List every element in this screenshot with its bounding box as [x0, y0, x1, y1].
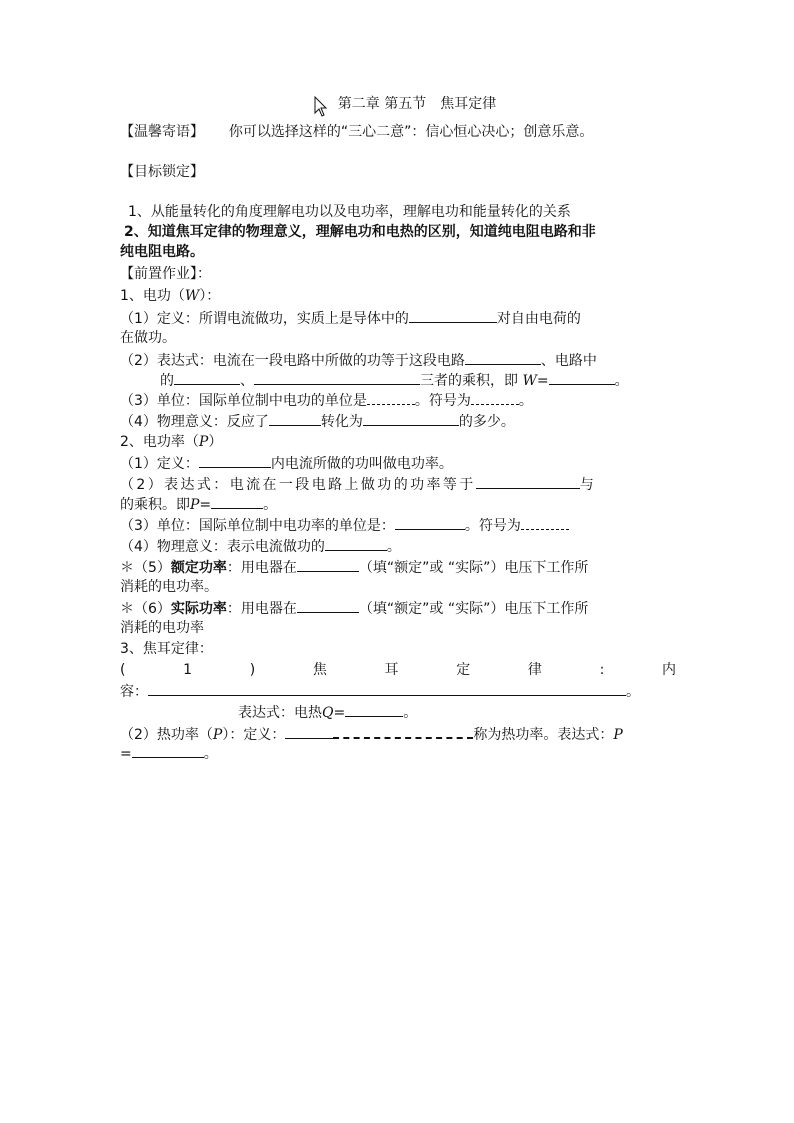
s2-definition: [120, 453, 676, 473]
s2-unit-pre: （3）单位：国际单位制中电功率的单位是：: [120, 518, 395, 534]
s3-expr-eq: =: [333, 705, 346, 721]
s2-rated-mid: ：用电器在: [226, 560, 297, 576]
s2-actual-cont: 消耗的电功率: [120, 620, 204, 636]
blank-field[interactable]: [199, 453, 271, 468]
s3-law-line: [120, 660, 676, 680]
blank-field[interactable]: [269, 411, 321, 426]
s1-title-post: ）：: [199, 288, 221, 304]
s3-expr-symbol: Q: [322, 705, 334, 721]
s2-rated-cont: 消耗的电功率。: [120, 579, 218, 595]
goal-heading: 【目标锁定】: [120, 164, 204, 180]
law-token: 内: [661, 662, 676, 678]
s2-unit: [120, 515, 676, 535]
blank-field[interactable]: [325, 536, 387, 551]
s2-def-post: 内电流所做的功叫做电功率。: [270, 456, 453, 472]
law-token: ): [249, 662, 256, 678]
s1-expr2-end: 。: [614, 373, 629, 389]
s2-expr-text: （2）表达式：电流在一段电路上做功的功率等于: [120, 477, 476, 493]
s1-expression: [120, 350, 676, 370]
s3-heat-end: 。: [203, 746, 218, 762]
page-title: 第二章 第五节 焦耳定律: [337, 96, 497, 112]
s3-heat-mid: ）：定义：: [222, 727, 286, 743]
s2-expr2-pre: 的乘积。即: [120, 497, 190, 513]
s2-expr2-symbol: P: [190, 497, 200, 513]
blank-field[interactable]: [409, 308, 497, 323]
s1-title-pre: 1、电功（: [120, 288, 185, 304]
s2-rated-post: （填“额定”或 “实际”）电压下工作所: [358, 560, 589, 576]
s2-phys-pre: （4）物理意义：表示电流做功的: [120, 539, 325, 555]
s2-actual-mid: ：用电器在: [226, 601, 297, 617]
law-token: 1: [183, 662, 193, 678]
s2-title-post: ）: [208, 434, 223, 450]
s1-title-symbol: W: [184, 288, 200, 304]
s1-phys-pre: （4）物理意义：反应了: [120, 414, 269, 430]
s2-rated-power: [120, 557, 676, 577]
s2-actual-power: [120, 598, 676, 618]
s3-law-end: 。: [626, 684, 640, 700]
law-token: 焦: [312, 662, 327, 678]
s2-unit-mid: 。符号为: [464, 518, 521, 534]
s1-expr2-pre: 的: [160, 373, 174, 389]
blank-field[interactable]: [476, 474, 580, 489]
s1-def-post: 对自由电荷的: [496, 311, 581, 327]
s3-heat-pre: （2）热功率（: [120, 727, 213, 743]
blank-field[interactable]: [471, 390, 519, 405]
s1-expression-cont: [120, 370, 716, 390]
greeting-line: [120, 122, 676, 142]
s2-rated-pre: ＊（5）: [120, 560, 171, 576]
blank-field[interactable]: [297, 598, 359, 613]
s3-heat-power: [120, 723, 676, 743]
goal-item-2: 2、知道焦耳定律的物理意义，理解电功和电热的区别，知道纯电阻电路和非: [124, 224, 596, 240]
blank-field[interactable]: [521, 515, 569, 530]
s2-phys-end: 。: [386, 539, 401, 555]
s2-expression-cont: [120, 494, 676, 514]
law-token: 定: [456, 662, 471, 678]
s1-unit-pre: （3）单位：国际单位制中电功的单位是: [120, 393, 367, 409]
blank-field[interactable]: [254, 370, 420, 385]
s2-def-pre: （1）定义：: [120, 456, 199, 472]
section-2-title: [120, 432, 676, 452]
s1-def-pre: （1）定义：所谓电流做功，实质上是导体中的: [120, 311, 409, 327]
law-token: 耳: [384, 662, 399, 678]
s1-phys-end: 的多少。: [458, 414, 515, 430]
blank-field[interactable]: [465, 350, 541, 365]
s1-expr-pre: （2）表达式：电流在一段电路中所做的功等于这段电路: [120, 353, 465, 369]
blank-field[interactable]: [363, 411, 459, 426]
s1-unit-mid: 。符号为: [414, 393, 471, 409]
section-1-title: [120, 286, 676, 306]
blank-field[interactable]: [285, 724, 333, 739]
s3-heat-cont: =: [120, 746, 132, 762]
blank-field[interactable]: [367, 390, 415, 405]
s1-expr2-eq: =: [536, 373, 549, 389]
s3-heat-symbol: P: [212, 727, 223, 743]
prework-heading: 【前置作业】：: [120, 266, 211, 282]
s1-unit: [120, 390, 676, 410]
blank-field[interactable]: [345, 702, 403, 717]
s3-expr-end: 。: [403, 705, 418, 721]
s2-actual-pre: ＊（6）: [120, 601, 171, 617]
s2-expr2-end: 。: [263, 497, 278, 513]
s1-physical-meaning: [120, 411, 676, 431]
s1-definition-cont: 在做功。: [120, 330, 176, 346]
s2-physical-meaning: [120, 536, 676, 556]
s3-heat-post: 称为热功率。表达式：: [473, 727, 614, 743]
s2-expr-post: 与: [579, 477, 594, 493]
s2-actual-bold: 实际功率: [170, 601, 227, 617]
law-token: :: [599, 662, 605, 678]
blank-field[interactable]: [297, 557, 359, 572]
s1-definition: [120, 308, 676, 328]
blank-field[interactable]: [395, 515, 465, 530]
greeting-text: 你可以选择这样的“三心二意”：信心恒心决心；创意乐意。: [228, 124, 594, 140]
blank-field[interactable]: [333, 723, 473, 739]
s3-law-content: [120, 681, 676, 701]
s3-heat-symbol-2: P: [613, 727, 623, 743]
s3-heat-power-cont: [120, 743, 676, 763]
s2-expression: [120, 474, 676, 494]
blank-field[interactable]: [132, 743, 204, 758]
s3-law-cont: 容：: [120, 684, 148, 700]
s2-title-pre: 2、电功率（: [120, 434, 199, 450]
s1-expr-post: 、电路中: [540, 353, 597, 369]
s2-rated-bold: 额定功率: [170, 560, 227, 576]
s3-expression: [120, 702, 794, 722]
s1-expr2-sep: 、: [240, 373, 254, 389]
section-3-title: 3、焦耳定律：: [120, 641, 213, 657]
s1-unit-end: 。: [518, 393, 533, 409]
s1-expr2-symbol: W: [522, 373, 537, 389]
greeting-tag: 【温馨寄语】: [120, 124, 204, 140]
s2-actual-post: （填“额定”或 “实际”）电压下工作所: [358, 601, 589, 617]
law-token: 律: [527, 662, 542, 678]
s1-phys-mid: 转化为: [320, 414, 363, 430]
s1-expr2-mid: 三者的乘积，即: [420, 373, 518, 389]
blank-field[interactable]: [549, 370, 615, 385]
goal-item-1: 1、从能量转化的角度理解电功以及电功率，理解电功和能量转化的关系: [128, 204, 571, 220]
law-token: (: [120, 662, 126, 678]
blank-field[interactable]: [211, 494, 263, 509]
goal-item-2-cont: 纯电阻电路。: [120, 244, 204, 260]
s3-expr-pre: 表达式：电热: [238, 705, 322, 721]
blank-field[interactable]: [148, 681, 626, 696]
s2-title-symbol: P: [198, 434, 209, 450]
s2-expr2-eq: =: [199, 497, 212, 513]
blank-field[interactable]: [174, 370, 240, 385]
